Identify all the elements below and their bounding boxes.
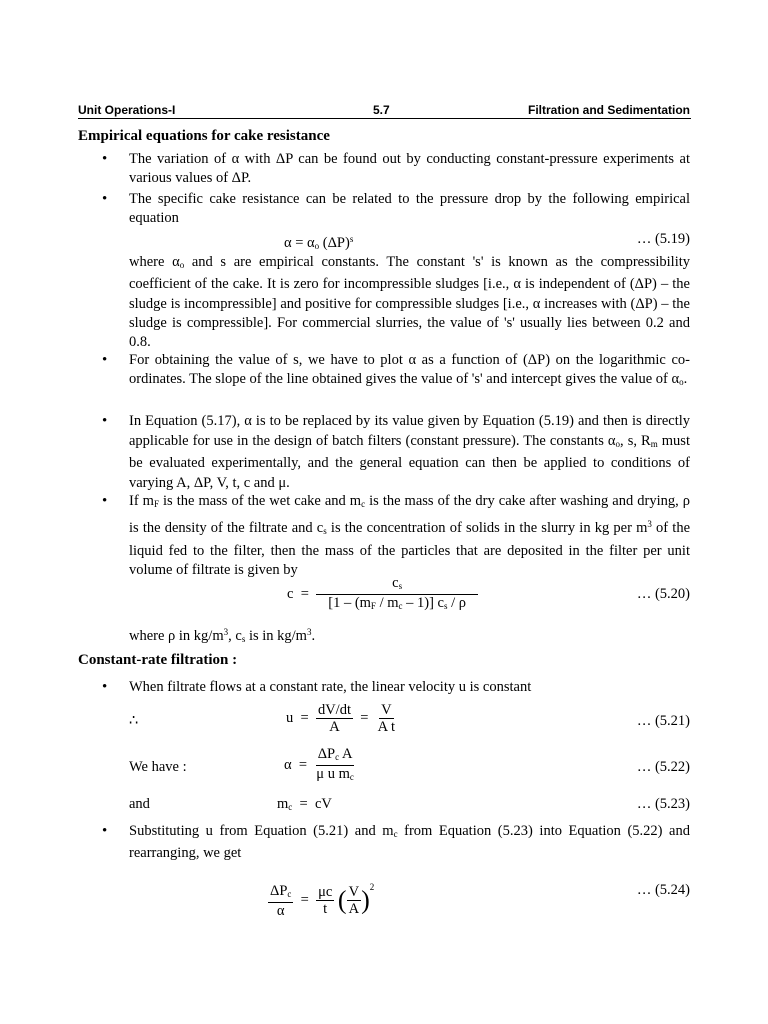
equation-number-5-24: … (5.24) (636, 882, 690, 898)
header-right: Filtration and Sedimentation (527, 103, 690, 117)
fraction-5-20: $\frac{c_s}{[1 - (m_F / m_c - 1)] c_s / \rho}$ (316, 575, 478, 614)
label-and: and (129, 796, 150, 812)
equation-5-23: $m_c$ = cV (277, 796, 332, 812)
fraction-muc-t: $\frac{\mu c}{t}$ (318, 884, 333, 918)
fraction-v-at: $\frac{V}{\text{A t}}$ (377, 702, 395, 736)
equation-5-21: u = $\frac{dV/dt}{A}$ = $\frac{V}{\text{A t}}$ (286, 702, 395, 736)
fraction-v-a: $\frac{V}{A}$ (348, 884, 360, 918)
equation-5-20: c = $\frac{c_s}{[1 - (m_F / m_c - 1)] c_s / \rho}$ (287, 574, 478, 614)
paragraph-plot-alpha: For obtaining the value of s, we have to plot α as a function of (ΔP) on the logarithmic co-ordinates. The slope of the line obtained gives the value of 's' and intercept gives the value of $\alpha_o$. (129, 352, 690, 387)
paragraph-where-rho: where ρ in $kg/m^3$, $c_s$ is in $kg/m^3$. (129, 627, 316, 644)
equation-number-5-23: … (5.23) (636, 796, 690, 812)
paragraph-specific-resistance: The specific cake resistance can be related to the pressure drop by the following empirical equation (129, 191, 690, 227)
equation-5-22: α = $\frac{\Delta P_c A}{\mu u m_c}$ (284, 746, 356, 785)
bullet-icon: • (102, 413, 108, 429)
bullet-icon: • (102, 679, 108, 695)
equation-number-5-19: … (5.19) (636, 231, 690, 247)
fraction-dpc-alpha: $\frac{\Delta P_c}{\alpha}$ (270, 882, 292, 919)
section-heading-constant-rate: Constant-rate filtration : (78, 652, 238, 668)
equation-number-5-20: … (5.20) (636, 586, 690, 602)
fraction-dvdt: $\frac{dV/dt}{A}$ (317, 702, 351, 736)
paragraph-variation: The variation of α with ΔP can be found out by conducting constant-pressure experiments at various values of ΔP. (129, 151, 690, 187)
bullet-icon: • (102, 823, 108, 839)
equation-5-24: $\frac{\Delta P_c}{\alpha}$ = $\frac{\mu c}{t}$ ( $\frac{V}{A}$ )$^2$ (270, 882, 375, 919)
equation-number-5-22: … (5.22) (636, 759, 690, 775)
equation-number-5-21: … (5.21) (636, 713, 690, 729)
header-left: Unit Operations-I (78, 103, 176, 117)
header-rule (78, 118, 691, 119)
bullet-icon: • (102, 493, 108, 509)
fraction-5-22: $\frac{\Delta P_c A}{\mu u m_c}$ (316, 746, 354, 783)
paragraph-where-constants: where $\alpha_o$ and s are empirical constants. The constant 's' is known as the compressibility coefficient of the cake. It is zero for incompressible sludges [i.e., α is independent of (ΔP) – the sludge is incompressible] and positive for compressible sludges [i.e., α increases with (ΔP) – the sludge is compressible]. For commercial slurries, the value of 's' usually lies between 0.2 and 0.8. (129, 254, 691, 351)
therefore-symbol: ∴ (129, 713, 139, 729)
bullet-icon: • (102, 352, 108, 368)
paragraph-mass-wet-cake: If $m_F$ is the mass of the wet cake and $m_c$ is the mass of the dry cake after washing and drying, ρ is the density of the filtrate and $c_s$ is the concentration of solids in the slurry in kg per $m^3$ of the liquid fed to the filter, then the mass of the particles that are deposited in the filter per unit volume of filtrate is given by (129, 493, 691, 579)
paragraph-substituting: Substituting u from Equation (5.21) and $m_c$ from Equation (5.23) into Equation (5.22) and rearranging, we get (129, 823, 690, 862)
label-we-have: We have : (129, 759, 187, 775)
equation-5-19: $\alpha = \alpha_o$ $(\Delta P)^s$ (284, 234, 354, 251)
bullet-icon: • (102, 191, 108, 207)
header-page-number: 5.7 (373, 103, 390, 117)
paragraph-constant-rate: When filtrate flows at a constant rate, the linear velocity u is constant (129, 679, 532, 695)
paragraph-equation-5-17: In Equation (5.17), α is to be replaced by its value given by Equation (5.19) and then is directly applicable for use in the design of batch filters (constant pressure). The constants $\alpha_o$, s, $R_m$ must be evaluated experimentally, and the general equation can then be applied to conditions of varying A, ΔP, V, t, c and μ. (129, 413, 690, 491)
section-heading-cake-resistance: Empirical equations for cake resistance (78, 128, 330, 144)
bullet-icon: • (102, 151, 108, 167)
